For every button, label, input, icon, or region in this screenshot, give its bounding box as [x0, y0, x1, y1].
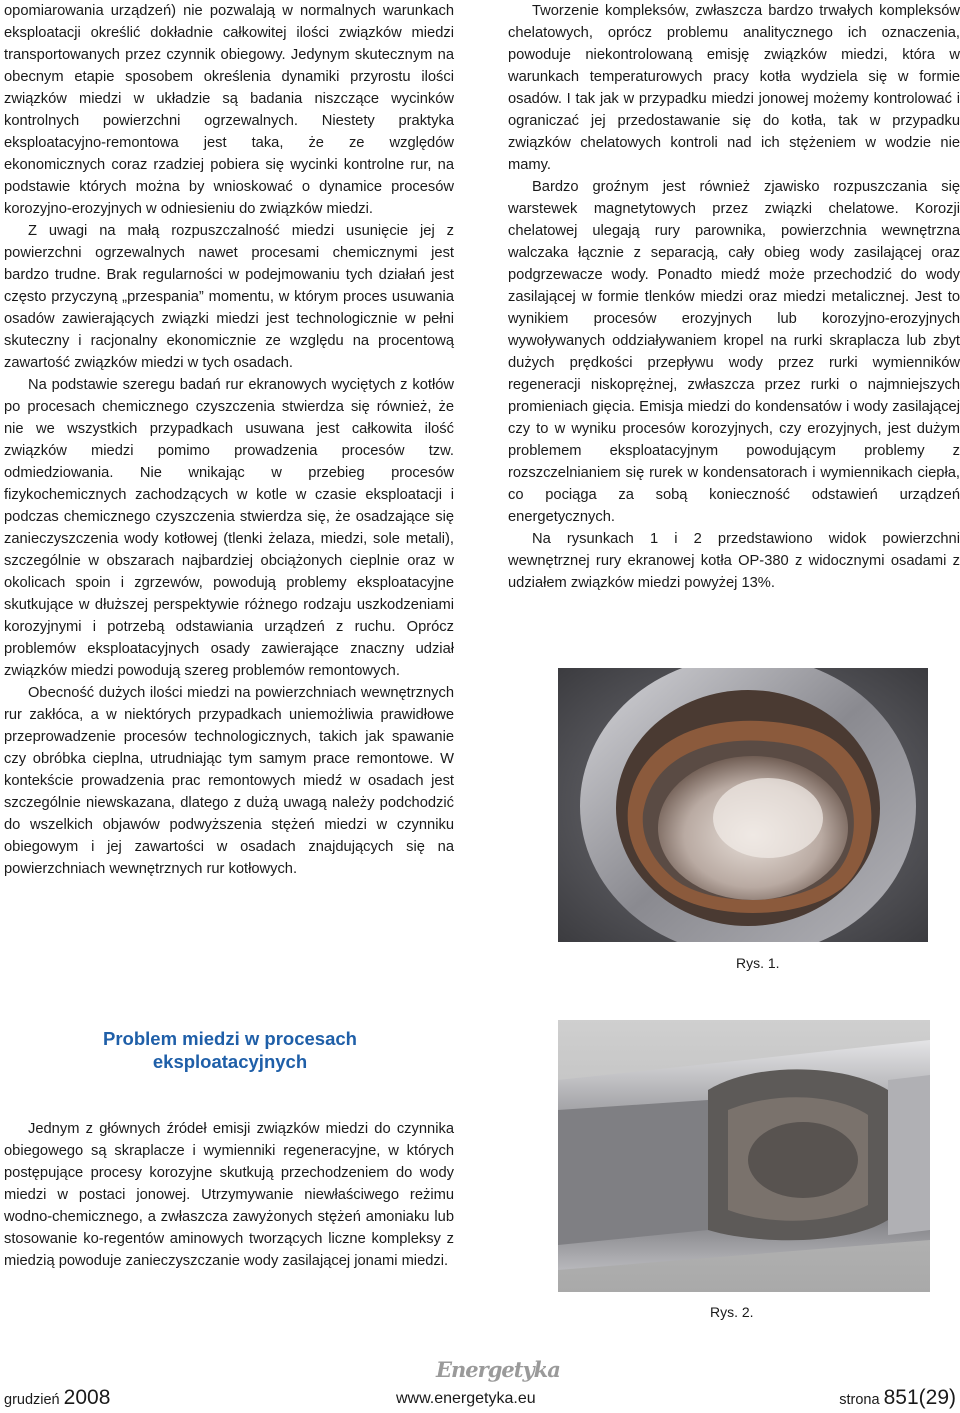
tube-cross-section-image — [558, 668, 928, 942]
paragraph: Na rysunkach 1 i 2 przedstawiono widok powierzchni wewnętrznej rury ekranowej kotła OP-380 z widocznymi osadami z udziałem związków miedzi powyżej 13%. — [508, 531, 960, 591]
footer-month: grudzień — [4, 1392, 60, 1408]
footer-year: 2008 — [63, 1386, 111, 1409]
left-column — [4, 0, 454, 880]
tube-longitudinal-section-image — [558, 1020, 930, 1292]
paragraph: Tworzenie kompleksów, zwłaszcza bardzo trwałych kompleksów chelatowych, oprócz problemu analitycznego ich oznaczenia, powoduje niekontrolowaną emisję związków miedzi, która w warunkach temperaturowych pracy kotła wydziela się w formie osadów. I tak jak w przypadku miedzi jonowej możemy kontrolować i ograniczać jej przedostawanie się do kotła, tak w przypadku związków chelatowych kontroli nad ich stężeniem w wodzie nie mamy. — [508, 3, 960, 173]
footer-issue-date — [4, 1386, 110, 1410]
right-column — [508, 0, 960, 594]
paragraph: Jednym z głównych źródeł emisji związków miedzi do czynnika obiegowego są skraplacze i wymienniki regeneracyjne, w których postępujące procesy korozyjne skutkują przechodzeniem do wody miedzi w postaci jonowej. Utrzymywanie niewłaściwego reżimu wodno-chemicznego, a zwłaszcza zawyżonych stężeń amoniaku lub stosowanie ko-regentów aminowych tworzących liczne kompleksy z miedzią powoduje zanieczyszczanie wody zasilającej jonami miedzi. — [4, 1121, 454, 1269]
left-column-continued — [4, 1118, 454, 1272]
paragraph: opomiarowania urządzeń) nie pozwalają w normalnych warunkach eksploatacji określić dokładnie całkowitej ilości związków miedzi transportowanych przez czynnik obiegowy. Jedynym skutecznym na obecnym etapie sposobem określenia dynamiki przyrostu ilości związków miedzi w układzie są badania niszczące wycinków kontrolnych powierzchni ogrzewalnych. Niestety praktyka eksploatacyjno-remontowa jest taka, że ze względów ekonomicznych coraz rzadziej pobiera się wycinki kontrolne rur, na podstawie których można by wnioskować o dynamice procesów korozyjno-erozyjnych w odniesieniu do związków miedzi. — [4, 3, 454, 217]
footer-page-number — [839, 1386, 956, 1410]
paragraph: Obecność dużych ilości miedzi na powierzchniach wewnętrznych rur zakłóca, a w niektórych przypadkach uniemożliwia prawidłowe przeprowadzenie procesów technologicznych, takich jak spawanie czy obróbka cieplna, utrudniając tym samym prace remontowe. W kontekście prowadzenia prac remontowych miedź w osadach jest szczególnie niewskazana, dlatego z dużą uwagą należy podchodzić do wszelkich objawów podwyższenia stężeń miedzi w czynniku obiegowym i jej zawartości w osadach znajdujących się na powierzchniach wewnętrznych rur kotłowych. — [4, 685, 454, 877]
publication-logo: Energetyka — [436, 1357, 560, 1382]
section-heading: Problem miedzi w procesach eksploatacyjnych — [103, 1028, 357, 1072]
figure-2-tube-longitudinal-section — [558, 1020, 930, 1292]
footer-website-link[interactable]: www.energetyka.eu — [396, 1390, 536, 1407]
footer-page-value: 851(29) — [883, 1386, 956, 1409]
paragraph: Na podstawie szeregu badań rur ekranowych wyciętych z kotłów po procesach chemicznego czyszczenia stwierdza się również, że nie we wszystkich przypadkach usuwana jest całkowita ilość związków miedzi pomimo prowadzenia procesów tzw. odmiedziowania. Nie wnikając w przebieg procesów fizykochemicznych zachodzących w kotle w czasie eksploatacji i podczas chemicznego czyszczenia stwierdza się, że osadzające się zanieczyszczenia wody kotłowej (tlenki żelaza, miedzi, sole metali), szczególnie w obszarach najbardziej obciążonych cieplnie oraz w okolicach spoin i zgrzewów, powodują problemy eksploatacyjne skutkujące w dłuższej perspektywie różnego rodzaju uszkodzeniami korozyjnymi i potrzebą odstawiania urządzeń z ruchu. Oprócz problemów eksploatacyjnych osady zawierające znaczny udział związków miedzi powodują szereg problemów remontowych. — [4, 377, 454, 679]
paragraph: Z uwagi na małą rozpuszczalność miedzi usunięcie jej z powierzchni ogrzewalnych nawet procesami chemicznymi jest bardzo trudne. Brak regularności w podejmowaniu tych działań jest często przyczyną „przespania” momentu, w którym proces usuwania osadów zawierających związki miedzi jest technologicznie w pełni skuteczny i racjonalny ekonomicznie ze względu na procentową zawartość związków miedzi w tych osadach. — [4, 223, 454, 371]
figure-2-caption: Rys. 2. — [710, 1304, 754, 1320]
figure-1-caption: Rys. 1. — [736, 955, 780, 971]
footer-page-label: strona — [839, 1392, 880, 1408]
paragraph: Bardzo groźnym jest również zjawisko rozpuszczania się warstewek magnetytowych przez związki chelatowe. Korozji chelatowej ulegają rury parownika, powierzchnia wewnętrzna walczaka łącznie z separacją, cały obieg wody zasilającej oraz podgrzewacze wody. Ponadto miedź może przechodzić do wody zasilającej w formie tlenków miedzi oraz miedzi metalicznej. Jest to wynikiem procesów erozyjnych lub korozyjno-erozyjnych wywoływanych oddziaływaniem kropel na rurki skraplacza lub zbyt dużych prędkości przepływu wody przez rurki wymienników regeneracji niskoprężnej, zwłaszcza przez rurki o najmniejszych promieniach gięcia. Emisja miedzi do kondensatów i wody zasilającej czy to w wyniku procesów korozyjnych, czy erozyjnych, jest dużym problemem eksploatacyjnym powodującym problemy z rozszczelnianiem się rurek w kondensatorach i wymiennikach ciepła, co pociąga za sobą konieczność odstawień urządzeń energetycznych. — [508, 179, 960, 525]
figure-1-tube-cross-section — [558, 668, 928, 942]
